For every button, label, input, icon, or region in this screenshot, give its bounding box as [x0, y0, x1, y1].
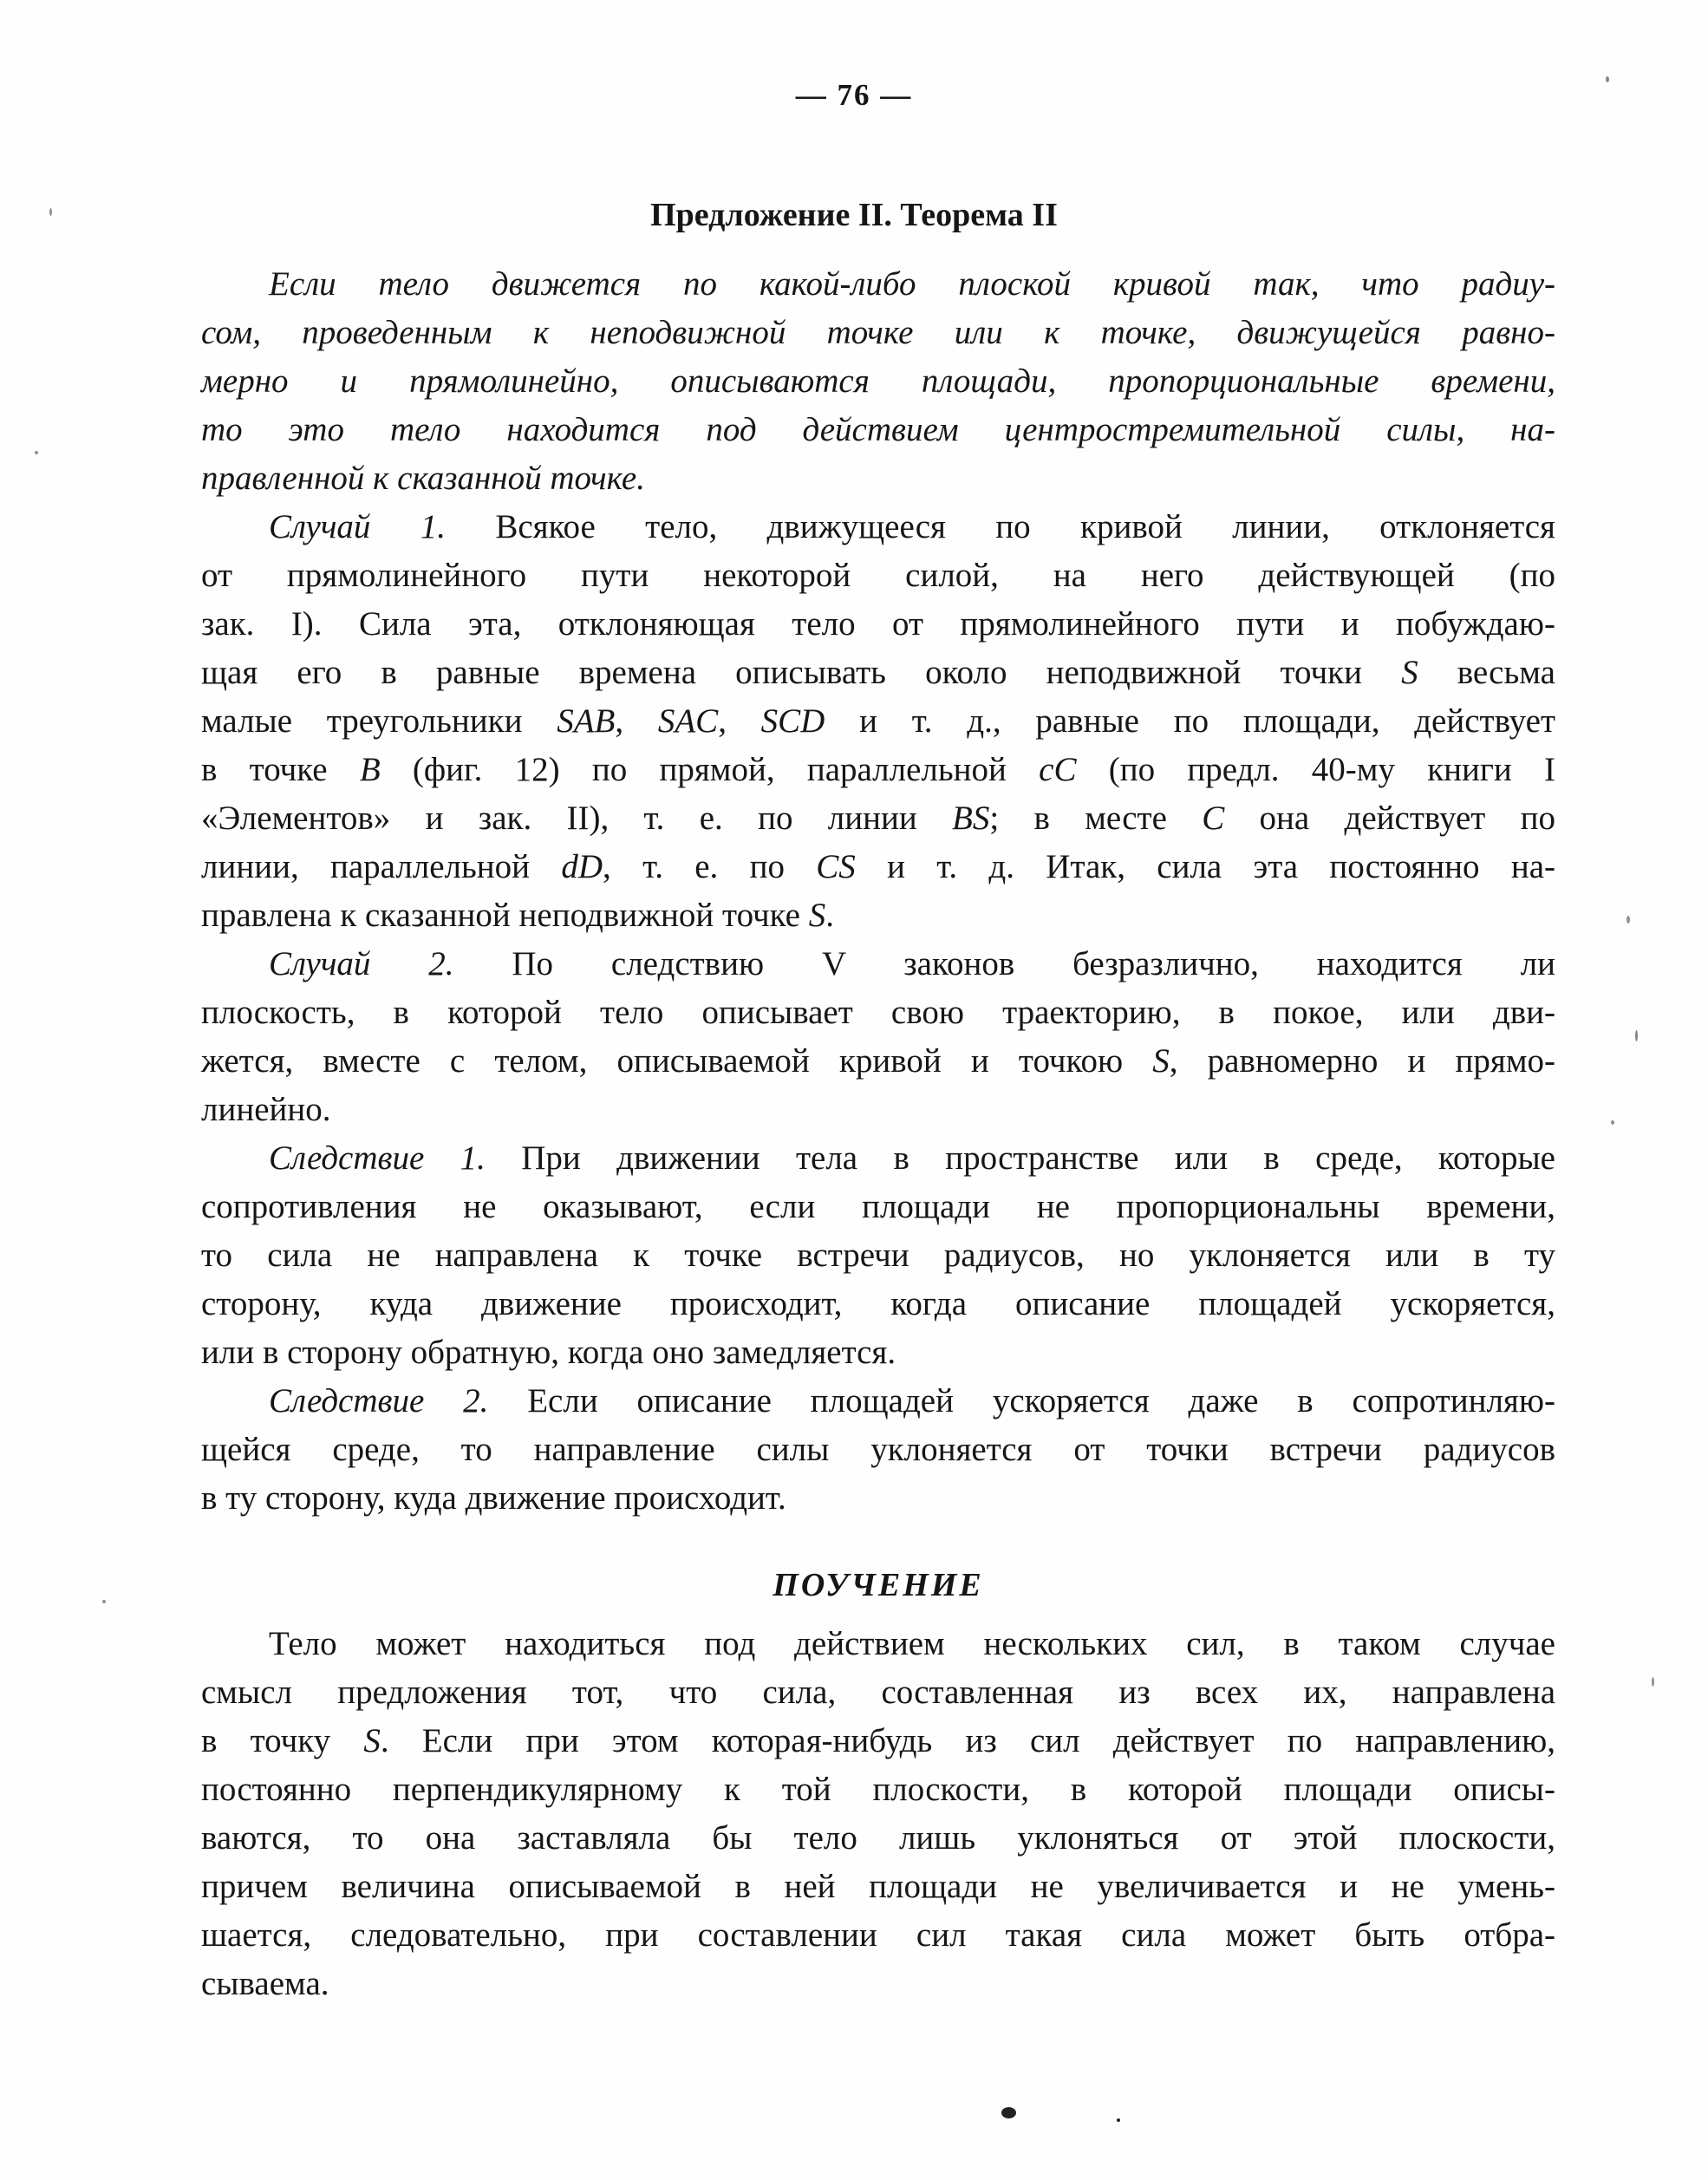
case-1 [201, 503, 1555, 940]
scan-speck [35, 451, 38, 454]
text-line: в точке B (фиг. 12) по прямой, параллельной cC (по предл. 40-му книги I [201, 751, 1555, 788]
scan-speck [1606, 76, 1609, 82]
case-2 [201, 940, 1555, 1134]
scan-speck [1635, 1030, 1638, 1041]
scan-speck [102, 1600, 106, 1603]
text-line: сываема. [201, 1965, 329, 2002]
text-line: постоянно перпендикулярному к той плоскости, в которой площади описы- [201, 1771, 1555, 1808]
scholium [201, 1620, 1555, 2008]
text-line: в точку S. Если при этом которая-нибудь из сил действует по направлению, [201, 1722, 1555, 1759]
text-line: зак. I). Сила эта, отклоняющая тело от прямолинейного пути и побуждаю- [201, 605, 1555, 643]
text-line: ваются, то она заставляла бы тело лишь уклоняться от этой плоскости, [201, 1819, 1555, 1857]
scan-speck [1001, 2107, 1016, 2118]
text-line: то это тело находится под действием центростремительной силы, на- [201, 411, 1555, 448]
text-line: «Элементов» и зак. II), т. е. по линии BS; в месте C она действует по [201, 800, 1555, 837]
scan-speck [1652, 1677, 1654, 1687]
text-line: то сила не направлена к точке встречи радиусов, но уклоняется или в ту [201, 1237, 1555, 1274]
text-line: жется, вместе с телом, описываемой кривой и точкою S, равномерно и прямо- [201, 1042, 1556, 1080]
page-number: — 76 — [795, 78, 913, 112]
scan-speck [1117, 2118, 1120, 2122]
text-line: Случай 1. Всякое тело, движущееся по кривой линии, отклоняется [269, 508, 1555, 545]
text-line: шается, следовательно, при составлении сил такая сила может быть отбра- [201, 1916, 1555, 1954]
page-title: Предложение II. Теорема II [650, 197, 1058, 233]
text-line: линии, параллельной dD, т. е. по CS и т. д. Итак, сила эта постоянно на- [201, 848, 1555, 885]
text-line: или в сторону обратную, когда оно замедляется. [201, 1334, 896, 1371]
text-line: щая его в равные времена описывать около неподвижной точки S весьма [201, 654, 1555, 691]
scan-speck [1627, 916, 1630, 924]
text-line: мерно и прямолинейно, описываются площади, пропорциональные времени, [201, 362, 1555, 400]
text-line: сом, проведенным к неподвижной точке или к точке, движущейся равно- [201, 314, 1555, 351]
text-line: Следствие 1. При движении тела в пространстве или в среде, которые [269, 1139, 1555, 1177]
text-line: правлена к сказанной неподвижной точке S. [201, 897, 834, 934]
text-line: Если тело движется по какой-либо плоской кривой так, что радиу- [269, 265, 1555, 303]
text-line: малые треугольники SAB, SAC, SCD и т. д., равные по площади, действует [201, 702, 1555, 740]
corollary-1 [201, 1134, 1555, 1377]
text-line: линейно. [201, 1091, 331, 1128]
scan-speck [49, 208, 52, 216]
theorem-statement [201, 260, 1555, 503]
text-line: Тело может находиться под действием нескольких сил, в таком случае [269, 1625, 1555, 1662]
text-line: правленной к сказанной точке. [201, 460, 645, 497]
text-line: от прямолинейного пути некоторой силой, на него действующей (по [201, 557, 1555, 594]
text-line: в ту сторону, куда движение происходит. [201, 1479, 786, 1517]
text-line: Случай 2. По следствию V законов безразлично, находится ли [269, 945, 1555, 982]
corollary-2 [201, 1377, 1555, 1523]
text-line: причем величина описываемой в ней площади не увеличивается и не умень- [201, 1868, 1555, 1905]
text-body [201, 260, 1555, 2008]
section-heading: ПОУЧЕНИЕ [773, 1567, 984, 1603]
text-line: смысл предложения тот, что сила, составленная из всех их, направлена [201, 1674, 1555, 1711]
scan-speck [1611, 1120, 1614, 1125]
text-line: сопротивления не оказывают, если площади не пропорциональны времени, [201, 1188, 1555, 1225]
text-line: плоскость, в которой тело описывает свою траекторию, в покое, или дви- [201, 994, 1555, 1031]
text-line: щейся среде, то направление силы уклоняется от точки встречи радиусов [201, 1431, 1555, 1468]
text-line: сторону, куда движение происходит, когда описание площадей ускоряется, [201, 1285, 1555, 1322]
text-line: Следствие 2. Если описание площадей ускоряется даже в сопротинляю- [269, 1382, 1555, 1420]
